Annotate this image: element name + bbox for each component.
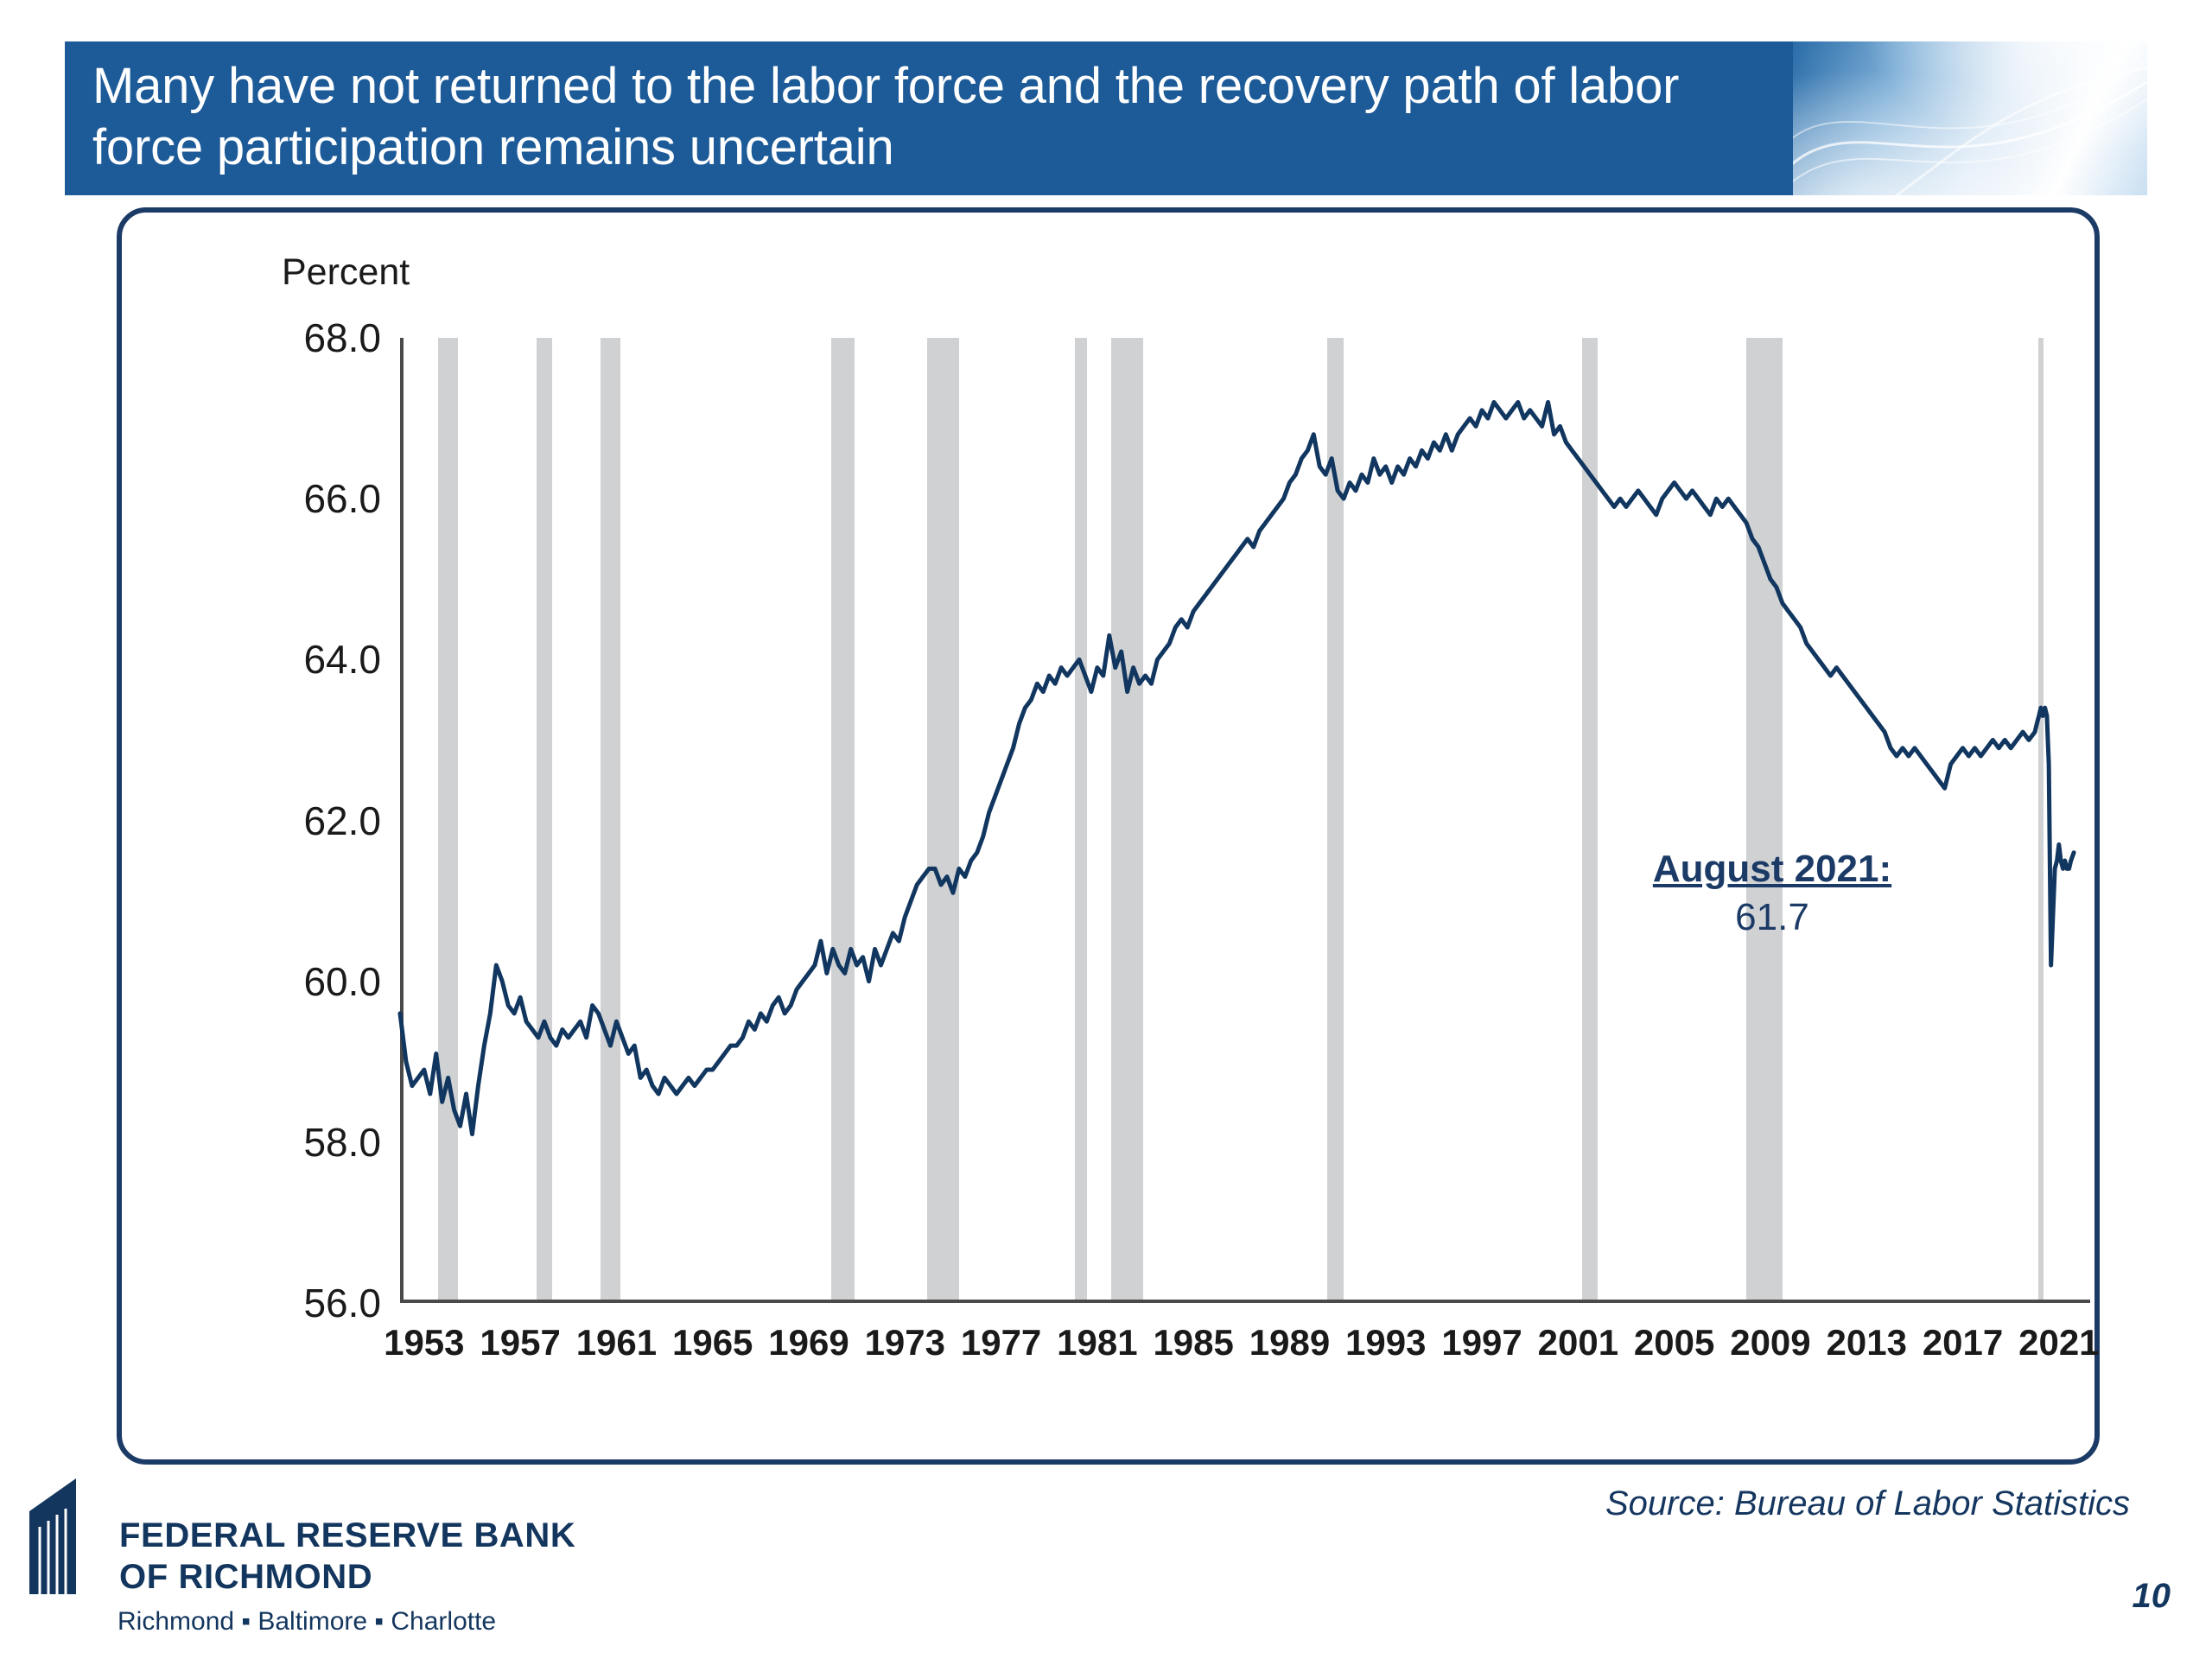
- title-swoosh-icon: [1793, 41, 2147, 195]
- y-axis-tick-label: 58.0: [303, 1119, 381, 1165]
- logo-line-1: FEDERAL RESERVE BANK: [119, 1516, 576, 1554]
- x-axis-tick-label: 1977: [960, 1322, 1042, 1363]
- page-number: 10: [2132, 1577, 2171, 1615]
- y-axis-unit-label: Percent: [282, 251, 410, 293]
- building-columns-icon: [24, 1473, 128, 1594]
- x-axis-tick-label: 2021: [2018, 1322, 2100, 1363]
- x-axis-tick-label: 2005: [1633, 1322, 1715, 1363]
- page-title: Many have not returned to the labor force and the recovery path of labor force participation remains uncertain: [92, 58, 1680, 176]
- y-axis-tick-label: 62.0: [303, 798, 381, 843]
- annotation-value: 61.7: [1735, 896, 1809, 938]
- logo-cities: Richmond ▪ Baltimore ▪ Charlotte: [118, 1607, 497, 1636]
- x-axis-tick-label: 2009: [1730, 1322, 1811, 1363]
- x-axis-tick-label: 1965: [671, 1322, 753, 1363]
- source-note: Source: Bureau of Labor Statistics: [1605, 1484, 2130, 1522]
- y-axis-tick-label: 66.0: [303, 476, 381, 522]
- plot-area: [303, 315, 2100, 1363]
- x-axis-tick-label: 2001: [1537, 1322, 1619, 1363]
- annotation-label: August 2021:: [1652, 848, 1892, 890]
- x-axis-tick-label: 1989: [1249, 1322, 1331, 1363]
- series-line-labor-force-participation: [400, 338, 2090, 1303]
- federal-reserve-bank-logo: [24, 1473, 576, 1642]
- y-axis-tick-label: 68.0: [303, 315, 381, 360]
- x-axis-tick-label: 1973: [864, 1322, 945, 1363]
- title-decorative-graphic: [1793, 41, 2147, 195]
- y-axis-tick-label: 64.0: [303, 637, 381, 683]
- logo-line-2: OF RICHMOND: [119, 1558, 373, 1596]
- annotation-august-2021: [1617, 848, 1928, 939]
- y-axis-tick-label: 56.0: [303, 1281, 381, 1325]
- x-axis-tick-label: 1997: [1441, 1322, 1522, 1363]
- x-axis-tick-label: 1993: [1345, 1322, 1427, 1363]
- x-axis-tick-label: 1981: [1057, 1322, 1138, 1363]
- chart-card: [117, 207, 2100, 1465]
- x-axis-tick-label: 1969: [768, 1322, 849, 1363]
- x-axis-tick-label: 1961: [575, 1322, 658, 1363]
- x-axis-tick-label: 1985: [1153, 1322, 1234, 1363]
- x-axis-tick-label: 1957: [480, 1322, 561, 1363]
- slide-title-bar: [65, 41, 2147, 195]
- x-axis-tick-label: 2017: [1922, 1322, 2004, 1363]
- y-axis-tick-label: 60.0: [303, 958, 381, 1004]
- x-axis-tick-label: 1953: [384, 1322, 465, 1363]
- x-axis-tick-label: 2013: [1826, 1322, 1907, 1363]
